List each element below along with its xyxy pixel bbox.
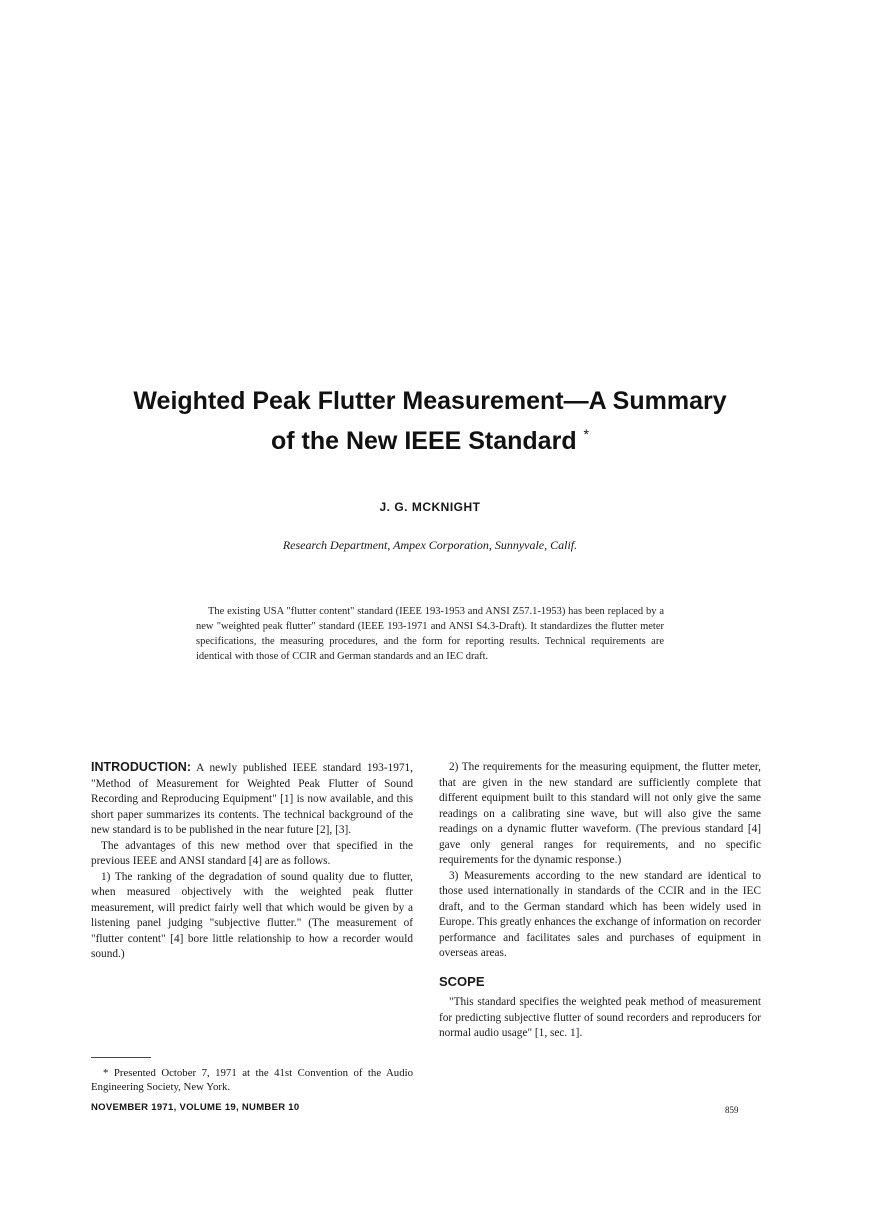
title-line-1: Weighted Peak Flutter Measurement—A Summary — [133, 387, 727, 415]
advantages-paragraph: The advantages of this new method over that specified in the previous IEEE and ANSI standard [4] are as follows. — [91, 839, 413, 867]
scope-paragraph: "This standard specifies the weighted peak method of measurement for predicting subjective flutter of sound recorders and reproducers for normal audio usage" [1, sec. 1]. — [439, 996, 761, 1039]
author-affiliation: Research Department, Ampex Corporation, Sunnyvale, Calif. — [282, 538, 578, 552]
right-column — [439, 760, 761, 1042]
intro-text: A newly published IEEE standard 193-1971, "Method of Measurement for Weighted Peak Flutter of Sound Recording and Reproducing Equipment" [1] is now available, and this short paper summarizes its contents. The technical background of the new standard is to be published in the near future [2], [3]. — [91, 762, 414, 836]
left-column — [91, 760, 413, 963]
journal-issue: NOVEMBER 1971, VOLUME 19, NUMBER 10 — [91, 1102, 300, 1113]
article-title — [60, 385, 800, 458]
intro-label: INTRODUCTION: — [91, 760, 191, 774]
footnote — [91, 1066, 413, 1094]
footnote-rule — [91, 1057, 151, 1058]
abstract-text: The existing USA "flutter content" standard (IEEE 193-1953 and ANSI Z57.1-1953) has been replaced by a new "weighted peak flutter" standard (IEEE 193-1971 and ANSI S4.3-Draft). It standardizes the flutter meter specifications, the measuring procedures, and the form for reporting results. Technical requirements are identical with those of CCIR and German standards and an IEC draft. — [196, 606, 664, 662]
intro-paragraph — [91, 760, 413, 839]
advantage-2-paragraph: 2) The requirements for the measuring equipment, the flutter meter, that are given in the new standard are sufficiently complete that different equipment built to this standard will not only give the same readings on a calibrating sine wave, but will also give the same readings on a dynamic flutter waveform. (The previous standard [4] gave only general ranges for requirements, and no specific requirements for the dynamic response.) — [439, 761, 761, 866]
abstract — [196, 604, 664, 664]
page-number: 859 — [725, 1105, 739, 1115]
title-line-2-text: of the New IEEE Standard — [270, 427, 577, 455]
title-footnote-mark: * — [583, 426, 589, 442]
author-name: J. G. MCKNIGHT — [379, 500, 481, 514]
title-line-2 — [60, 418, 800, 458]
advantage-1-paragraph: 1) The ranking of the degradation of sound quality due to flutter, when measured objectively with the weighted peak flutter measurement, will predict fairly well that which would be given by a listening panel judging "subjective flutter." (The measurement of "flutter content" [4] bore little relationship to how a recorder would sound.) — [91, 870, 413, 960]
scope-heading: SCOPE — [439, 973, 485, 989]
advantage-3-paragraph: 3) Measurements according to the new standard are identical to those used internationally in standards of the CCIR and in the IEC draft, and to the German standard which has been widely used in Europe. This greatly enhances the exchange of information on recorder performance and facilitates sales and purchases of equipment in overseas areas. — [439, 869, 761, 959]
footnote-text: * Presented October 7, 1971 at the 41st Convention of the Audio Engineering Society, New York. — [91, 1067, 413, 1093]
